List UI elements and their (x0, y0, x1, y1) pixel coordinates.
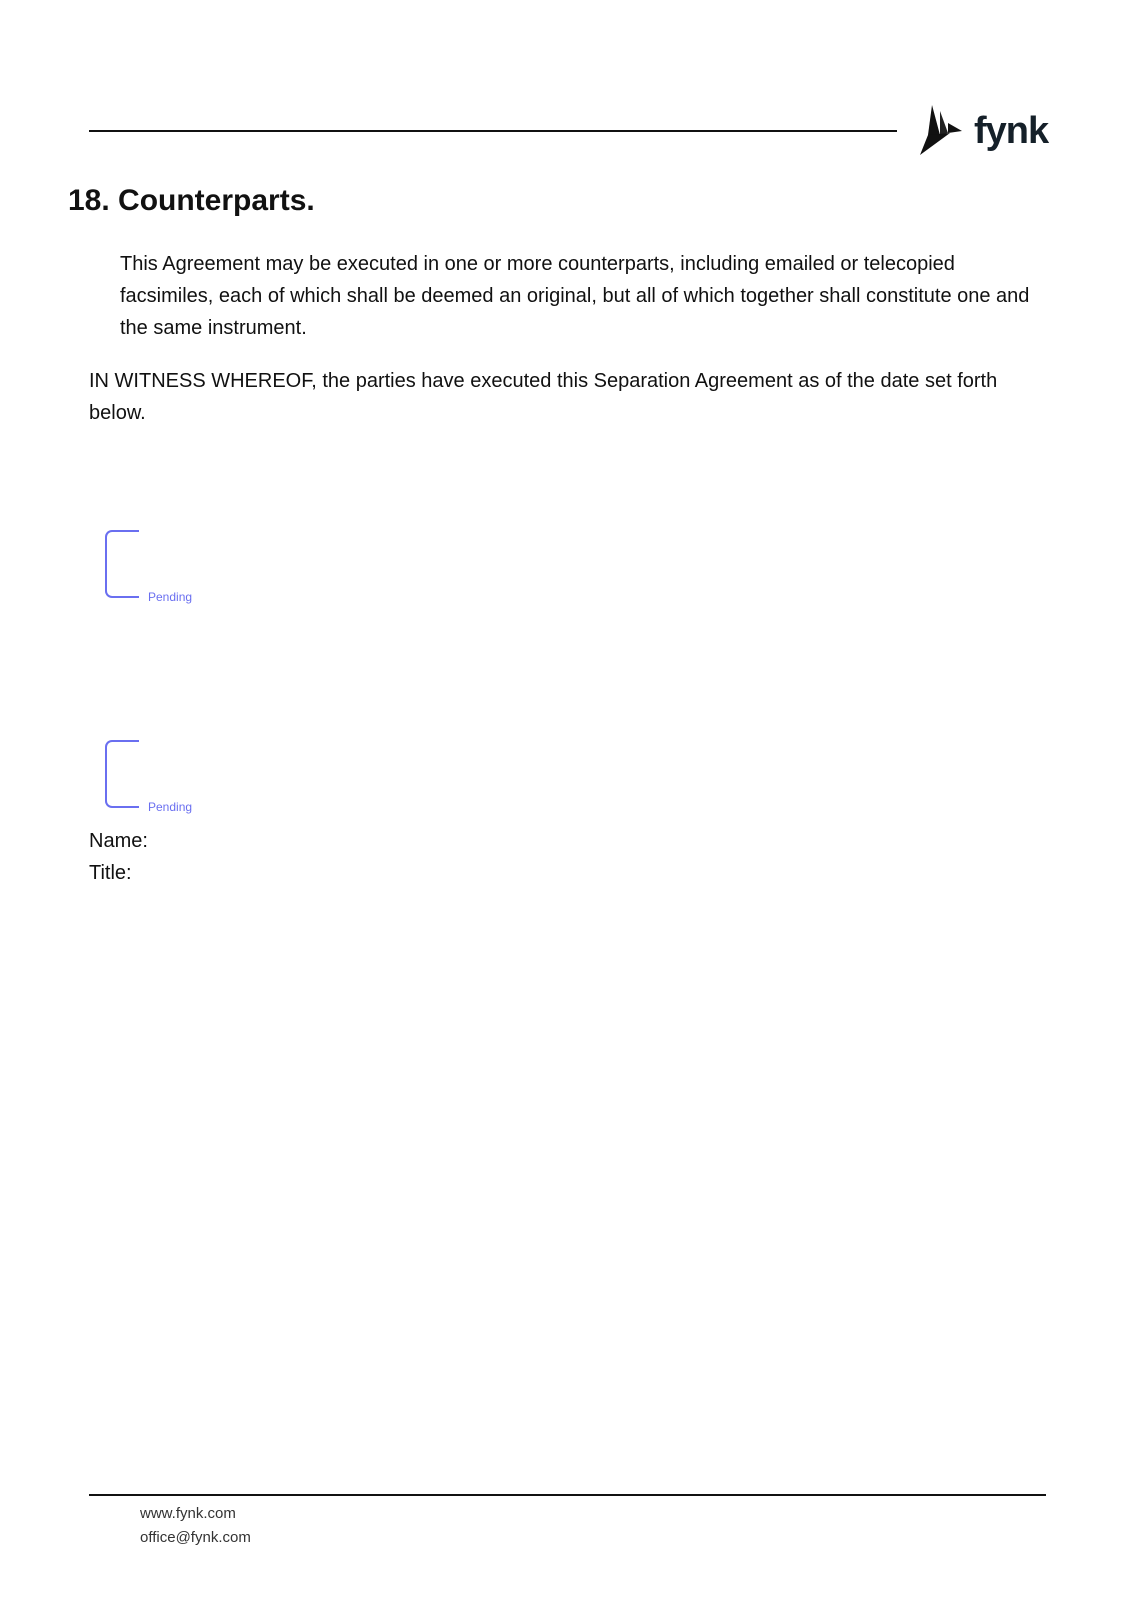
logo-text: fynk (974, 109, 1049, 152)
signature-bracket (105, 740, 139, 808)
name-label: Name: (89, 830, 148, 852)
footer-website[interactable]: www.fynk.com (140, 1505, 236, 1522)
section-body: This Agreement may be executed in one or more counterparts, including emailed or telecopied facsimiles, each of which shall be deemed an original, but all of which together shall constitute one and the same instrument. (120, 253, 1030, 339)
footer-divider (89, 1494, 1046, 1496)
witness-clause: IN WITNESS WHEREOF, the parties have executed this Separation Agreement as of the date set forth below. (89, 370, 998, 424)
signature-field-1[interactable] (105, 530, 225, 604)
fynk-logo (920, 105, 1048, 157)
section-heading: 18. Counterparts. (68, 184, 315, 217)
title-label: Title: (89, 862, 132, 884)
footer-email[interactable]: office@fynk.com (140, 1529, 251, 1546)
signature-status: Pending (148, 590, 193, 604)
signature-field-2[interactable] (105, 740, 225, 814)
header-divider (89, 130, 897, 132)
signature-bracket (105, 530, 139, 598)
bird-icon (920, 105, 966, 157)
signature-status: Pending (148, 800, 193, 814)
